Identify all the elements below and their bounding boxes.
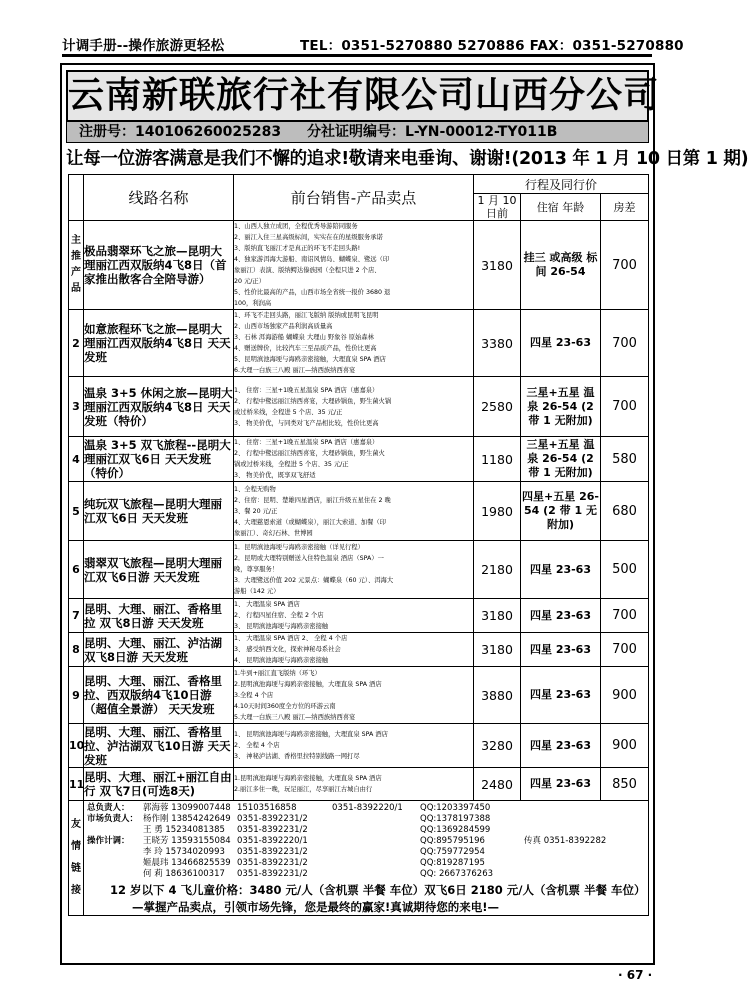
room-difference: 580 <box>601 437 649 482</box>
selling-point-line: 游船（142 元） <box>234 588 280 595</box>
row-number: 6 <box>69 541 84 599</box>
selling-point-line: 3、版纳直飞丽江才是真正的环飞不走回头路! <box>234 245 361 252</box>
row-number: 主 推 产 品 <box>69 221 84 310</box>
selling-point-line: 2．昆明或大理特别赠送入住特色温泉 酒店（SPA）一 <box>234 555 384 562</box>
route-name: 如意旅程环飞之旅—昆明大理丽江西双版纳4飞8日 天天发班 <box>84 310 234 377</box>
selling-point-line: 3.全程 4 个店 <box>234 691 274 699</box>
selling-point-line: 4.10天时间360度全方位的环游云南 <box>234 702 336 710</box>
row-number: 9 <box>69 667 84 724</box>
row-number: 5 <box>69 482 84 541</box>
page-number: · 67 · <box>618 968 653 982</box>
table-row <box>69 667 649 724</box>
header-hotel-age: 住宿 年龄 <box>521 194 601 221</box>
selling-point-line: 1、 大理温泉 SPA 酒店 2、 全程 4 个店 <box>234 635 348 642</box>
selling-points <box>234 377 474 437</box>
contact-field: 0351-8392231/2 <box>237 869 308 879</box>
selling-point-line: 4、独家游洱海大游船、南诏风情岛、蝴蝶泉、鹭远（印 <box>234 256 390 263</box>
route-name: 昆明、大理、丽江、香格里拉 双飞8日游 天天发班 <box>84 599 234 633</box>
contact-field: 0351-8392231/2 <box>237 847 308 857</box>
route-name: 昆明、大理、丽江+丽江自由行 双飞7日(可选8天) <box>84 768 234 801</box>
room-difference: 700 <box>601 599 649 633</box>
slogan: 让每一位游客满意是我们不懈的追求!敬请来电垂询、谢谢!(2013 年 1 月 10 日第 1 期) <box>66 149 748 169</box>
price-before-jan10: 3280 <box>474 724 521 768</box>
contact-field: 0351-8392220/1 <box>332 803 403 813</box>
selling-points <box>234 724 474 768</box>
room-difference: 900 <box>601 667 649 724</box>
selling-point-line: 2、丽江入住三星高级标间，实实在在的星级服务承诺 <box>234 234 383 241</box>
contact-line <box>87 869 645 880</box>
hotel-age: 四星+五星 26-54 (2 带 1 无附加) <box>521 482 601 541</box>
row-number: 2 <box>69 310 84 377</box>
contact-field: 0351-8392231/2 <box>237 858 308 868</box>
price-before-jan10: 2480 <box>474 768 521 801</box>
price-before-jan10: 3180 <box>474 221 521 310</box>
selling-points <box>234 437 474 482</box>
selling-point-line: 象丽江）、奇幻石林、世博园 <box>234 529 313 537</box>
selling-points <box>234 221 474 310</box>
selling-point-line: 2.昆明滇池海埂与海鸥亲密接触，大理直泉 SPA 酒店 <box>234 680 382 688</box>
hotel-age: 三星+五星 温泉 26-54 (2 带 1 无附加) <box>521 437 601 482</box>
table-row <box>69 482 649 541</box>
price-before-jan10: 3180 <box>474 633 521 667</box>
contacts-cell <box>84 801 649 916</box>
selling-point-line: 晚，尊享服务！ <box>234 566 279 573</box>
contact-field: 杨作刚 13854242649 <box>143 814 231 824</box>
price-before-jan10: 2180 <box>474 541 521 599</box>
selling-point-line: 4、大理慈恩索道（或蝴蝶泉），丽江大索道、加餐（印 <box>234 518 386 526</box>
table-row <box>69 599 649 633</box>
contact-field: 0351-8392231/2 <box>237 825 308 835</box>
header-selling-points: 前台销售-产品卖点 <box>234 175 474 221</box>
contact-line <box>87 836 645 847</box>
room-difference: 850 <box>601 768 649 801</box>
contact-field: QQ:1369284599 <box>420 825 491 835</box>
selling-point-line: 6.大理一白族三八殿 丽江—纳西族纳西喜宴 <box>234 367 356 374</box>
selling-point-line: 1、全程无购物 <box>234 485 276 493</box>
selling-point-line: 1.牛到+丽江直飞版纳（环飞） <box>234 669 321 677</box>
contact-line <box>87 803 645 814</box>
room-difference: 700 <box>601 310 649 377</box>
route-name: 翡翠双飞旅程—昆明大理丽江双飞6日游 天天发班 <box>84 541 234 599</box>
room-difference: 900 <box>601 724 649 768</box>
selling-point-line: 3、 昆明滇池海埂与海鸥亲密接触 <box>234 623 329 630</box>
header-num <box>69 175 84 221</box>
hotel-age: 挂三 或高级 标间 26-54 <box>521 221 601 310</box>
selling-point-line: 1、 大理温泉 SPA 酒店 <box>234 601 300 608</box>
header-route-name: 线路名称 <box>84 175 234 221</box>
selling-point-line: 4、赠送牌价，比较汽车三至品质产品，性价比更高 <box>234 345 377 352</box>
price-before-jan10: 3380 <box>474 310 521 377</box>
route-name: 昆明、大理、丽江、泸沽湖 双飞8日游 天天发班 <box>84 633 234 667</box>
contact-line <box>87 814 645 825</box>
selling-point-line: 或过桥米线，全程进 5 个店、35 元/正 <box>234 408 343 416</box>
contact-field: QQ:819287195 <box>420 858 485 868</box>
row-number: 10 <box>69 724 84 768</box>
table-row <box>69 633 649 667</box>
page-header <box>62 32 684 57</box>
table-row <box>69 768 649 801</box>
contact-line <box>87 825 645 836</box>
contact-field: 操作计调： <box>87 836 130 846</box>
contacts-label: 友 情 链 接 <box>69 801 84 916</box>
contact-field: 传真 0351-8392282 <box>524 836 607 846</box>
selling-points <box>234 599 474 633</box>
selling-point-line: 20 元/正） <box>234 278 266 285</box>
contact-line <box>87 847 645 858</box>
route-name: 温泉 3+5 休闲之旅—昆明大理丽江西双版纳4飞8日 天天发班（特价） <box>84 377 234 437</box>
contact-field: QQ:1378197388 <box>420 814 491 824</box>
selling-point-line: 1、 昆明滇池海埂与海鸥亲密接触，大理直泉 SPA 酒店 <box>234 731 388 738</box>
contact-field: QQ:895795196 <box>420 836 485 846</box>
contact-field: 何 莉 18636100317 <box>143 869 225 879</box>
contact-field: 郭海蓉 13099007448 <box>143 803 231 813</box>
selling-points <box>234 482 474 541</box>
room-difference: 500 <box>601 541 649 599</box>
selling-point-line: 3、 物美价优，既享双飞舒适 <box>234 472 316 479</box>
selling-point-line: 1、 住宿：三星+1晚五星温泉 SPA 酒店（惠嘉泉） <box>234 386 379 394</box>
route-price-table <box>68 174 649 916</box>
contact-field: 0351-8392220/1 <box>237 836 308 846</box>
selling-point-line: 4、 昆明滇池海埂与海鸥亲密接触 <box>234 657 329 664</box>
selling-point-line: 1．昆明滇池海埂与海鸥亲密接触（详见行程） <box>234 544 364 551</box>
selling-point-line: 3、 感受纳西文化，探索神秘母系社会 <box>234 646 341 653</box>
selling-point-line: 2、住宿：昆明、楚雄四星酒店，丽江升级五星住在 2 晚 <box>234 496 391 504</box>
selling-point-line: 锅或过桥米线，全程进 5 个店、35 元/正 <box>234 461 349 468</box>
selling-point-line: 1、 住宿：三星+1晚五星温泉 SPA 酒店（惠嘉泉） <box>234 439 379 446</box>
contact-field: 李 玲 15734020993 <box>143 847 225 857</box>
table-row <box>69 541 649 599</box>
contact-field: 总负责人： <box>87 803 130 813</box>
selling-point-line: 3、 神秘泸沽湖、香格里拉特别线路一网打尽 <box>234 753 360 760</box>
row-number: 11 <box>69 768 84 801</box>
room-difference: 680 <box>601 482 649 541</box>
table-row <box>69 437 649 482</box>
selling-point-line: 3、石林 洱海游船 蝴蝶泉 大理山 野象谷 原始森林 <box>234 334 374 341</box>
selling-point-line: 5、昆明滇池海埂与海鸥亲密接触，大理直泉 SPA 酒店 <box>234 356 386 363</box>
table-row <box>69 724 649 768</box>
hotel-age: 四星 23-63 <box>521 667 601 724</box>
selling-point-line: 5、性价比最高的产品，山西市场全省统一报价 3680 退 <box>234 289 391 296</box>
hotel-age: 四星 23-63 <box>521 724 601 768</box>
header-before-date: 1 月 10 日前 <box>474 194 521 221</box>
contact-field: QQ: 2667376263 <box>420 869 494 879</box>
route-name: 纯玩双飞旅程—昆明大理丽江双飞6日 天天发班 <box>84 482 234 541</box>
price-before-jan10: 2580 <box>474 377 521 437</box>
selling-point-line: 3．大理鹭远价值 202 元景点：蝴蝶泉（60 元）、洱海大 <box>234 577 394 584</box>
selling-point-line: 3、 物美价优，与同类对飞产品相比较，性价比更高 <box>234 419 379 427</box>
contact-field: 市场负责人： <box>87 814 139 824</box>
route-name: 昆明、大理、丽江、香格里拉、西双版纳4飞10日游（超值全景游） 天天发班 <box>84 667 234 724</box>
row-number: 8 <box>69 633 84 667</box>
contact-field: 0351-8392231/2 <box>237 814 308 824</box>
branch-certificate-number: 分社证明编号：L-YN-00012-TY011B <box>307 124 558 140</box>
selling-points <box>234 633 474 667</box>
price-before-jan10: 1180 <box>474 437 521 482</box>
selling-point-line: 2.丽江多住一晚，玩足丽江，尽享丽江古城自由行 <box>234 786 373 793</box>
selling-points <box>234 768 474 801</box>
selling-point-line: 2、 行程四星住宿、全程 2 个店 <box>234 612 324 619</box>
selling-point-line: 1.昆明滇池海埂与海鸥亲密接触，大理直泉 SPA 酒店 <box>234 775 382 782</box>
selling-point-line: 2、 全程 4 个店 <box>234 742 280 749</box>
table-row <box>69 377 649 437</box>
route-name: 昆明、大理、丽江、香格里拉、泸沽湖双飞10日游 天天发班 <box>84 724 234 768</box>
table-row <box>69 310 649 377</box>
contact-field: QQ:759772954 <box>420 847 485 857</box>
selling-points <box>234 667 474 724</box>
selling-point-line: 5.大理一白族三八殿 丽江—纳西族纳西喜宴 <box>234 713 356 721</box>
room-difference: 700 <box>601 377 649 437</box>
selling-points <box>234 310 474 377</box>
price-before-jan10: 3180 <box>474 599 521 633</box>
contact-field: 姬晨玮 13466825539 <box>143 858 231 868</box>
child-price-note: 12 岁以下 4 飞儿童价格：3480 元/人（含机票 半餐 车位）双飞6日 2180 元/人（含机票 半餐 车位） <box>110 883 646 897</box>
selling-point-line: 2、 行程中鹭远丽江纳西喜宴，大理砂锅鱼，野生菌火 <box>234 450 385 457</box>
contact-lines <box>84 801 648 882</box>
closing-line: —掌握产品卖点，引领市场先锋，您是最终的赢家!真诚期待您的来电!— <box>132 900 499 914</box>
route-name: 极品翡翠环飞之旅—昆明大理丽江西双版纳4飞8日（首家推出散客合全陪导游） <box>84 221 234 310</box>
table-row <box>69 221 649 310</box>
selling-point-line: 2、 行程中鹭远丽江纳西喜宴，大理砂锅鱼，野生菌火锅 <box>234 397 392 405</box>
hotel-age: 四星 23-63 <box>521 310 601 377</box>
hotel-age: 四星 23-63 <box>521 541 601 599</box>
selling-point-line: 3、餐 20 元/正 <box>234 507 278 515</box>
room-difference: 700 <box>601 633 649 667</box>
row-number: 7 <box>69 599 84 633</box>
registration-number: 注册号：140106260025283 <box>79 124 282 140</box>
contact-field: 15103516858 <box>237 803 297 813</box>
selling-point-line: 1、山西人独立成团，全程优秀导游陪同服务 <box>234 223 358 230</box>
contact-field: 王 勇 15234081385 <box>143 825 225 835</box>
row-number: 3 <box>69 377 84 437</box>
header-room-diff: 房差 <box>601 194 649 221</box>
price-before-jan10: 1980 <box>474 482 521 541</box>
selling-point-line: 100，利润高 <box>234 300 272 307</box>
hotel-age: 四星 23-63 <box>521 633 601 667</box>
hotel-age: 三星+五星 温泉 26-54 (2 带 1 无附加) <box>521 377 601 437</box>
hotel-age: 四星 23-63 <box>521 599 601 633</box>
selling-points <box>234 541 474 599</box>
row-number: 4 <box>69 437 84 482</box>
header-itinerary-price: 行程及同行价 <box>474 175 649 194</box>
registration-bar <box>66 121 649 143</box>
selling-point-line: 象丽江）表演、版纳鳄达傣族园（全程只进 2 个店、 <box>234 267 381 274</box>
contact-line <box>87 858 645 869</box>
price-before-jan10: 3880 <box>474 667 521 724</box>
company-name: 云南新联旅行社有限公司山西分公司 <box>66 70 649 122</box>
hotel-age: 四星 23-63 <box>521 768 601 801</box>
header-tagline: 计调手册--操作旅游更轻松 <box>62 38 225 54</box>
route-name: 温泉 3+5 双飞旅程--昆明大理丽江双飞6日 天天发班（特价） <box>84 437 234 482</box>
contact-field: 王晓芳 13593155084 <box>143 836 231 846</box>
room-difference: 700 <box>601 221 649 310</box>
contact-field: QQ:1203397450 <box>420 803 491 813</box>
selling-point-line: 2、山西市场独家产品利润高质量高 <box>234 323 333 330</box>
selling-point-line: 1、环飞不走回头路，丽江飞版纳 版纳或昆明飞昆明 <box>234 312 379 319</box>
header-phones: TEL：0351-5270880 5270886 FAX：0351-5270880 <box>300 38 684 54</box>
